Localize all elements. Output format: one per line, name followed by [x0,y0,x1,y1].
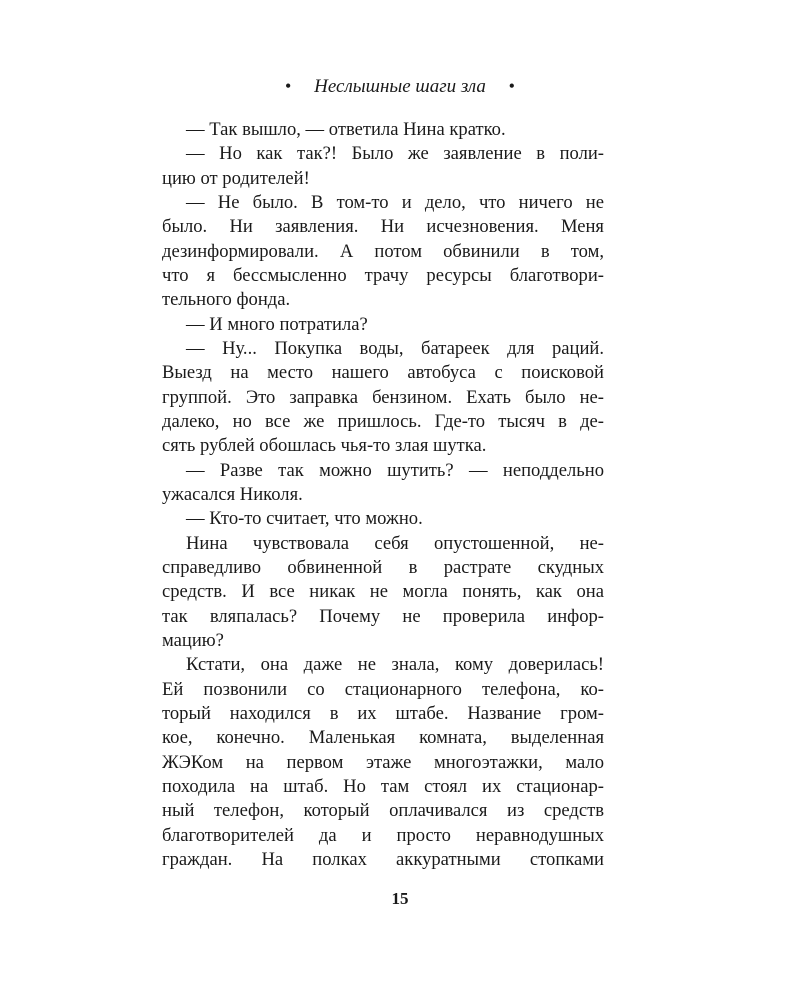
text-line: благотворителей да и просто неравнодушных [162,824,604,846]
body-text [162,118,604,872]
text-line: ужасался Николя. [162,483,303,505]
text-line: группой. Это заправка бензином. Ехать было не- [162,386,604,408]
text-line: — Не было. В том-то и дело, что ничего не [186,191,604,213]
text-line: Выезд на место нашего автобуса с поисковой [162,362,604,384]
text-line: кое, конечно. Маленькая комната, выделенная [162,727,604,749]
text-line: Нина чувствовала себя опустошенной, не- [186,532,604,554]
text-line: — Так вышло, — ответила Нина кратко. [186,119,506,140]
book-title: Неслышные шаги зла [314,76,486,97]
text-line: — И много потратила? [186,313,368,335]
text-line: дезинформировали. А потом обвинили в том, [162,240,604,262]
text-line: граждан. На полках аккуратными стопками [162,848,604,870]
text-line: так вляпалась? Почему не проверила инфор- [162,605,604,627]
text-line: сять рублей обошлась чья-то злая шутка. [162,435,487,457]
text-line: средств. И все никак не могла понять, как она [162,581,604,603]
text-line: тельного фонда. [162,289,291,311]
bullet-icon: • [285,76,292,96]
running-header [0,76,800,98]
page-number: 15 [391,889,409,908]
text-line: цию от родителей! [162,167,310,189]
text-line: — Кто-то считает, что можно. [186,508,423,530]
text-line: торый находился в их штабе. Название гром- [162,702,604,724]
text-line: походила на штаб. Но там стоял их стационар- [162,775,604,797]
text-line: далеко, но все же пришлось. Где-то тысяч в де- [162,410,604,432]
text-line: — Ну... Покупка воды, батареек для раций. [186,337,604,359]
text-line: — Разве так можно шутить? — неподдельно [186,459,604,481]
text-line: Кстати, она даже не знала, кому доверилась! [186,654,604,676]
text-line: справедливо обвиненной в растрате скудных [162,556,604,578]
bullet-icon: • [508,76,515,96]
text-line: ный телефон, который оплачивался из средств [162,800,604,822]
text-line: ЖЭКом на первом этаже многоэтажки, мало [162,751,604,773]
text-line: Ей позвонили со стационарного телефона, ко- [162,678,604,700]
text-line: — Но как так?! Было же заявление в поли- [186,143,604,165]
text-line: было. Ни заявления. Ни исчезновения. Меня [162,216,604,238]
text-line: мацию? [162,629,224,651]
text-line: что я бессмысленно трачу ресурсы благотвори- [162,264,604,286]
